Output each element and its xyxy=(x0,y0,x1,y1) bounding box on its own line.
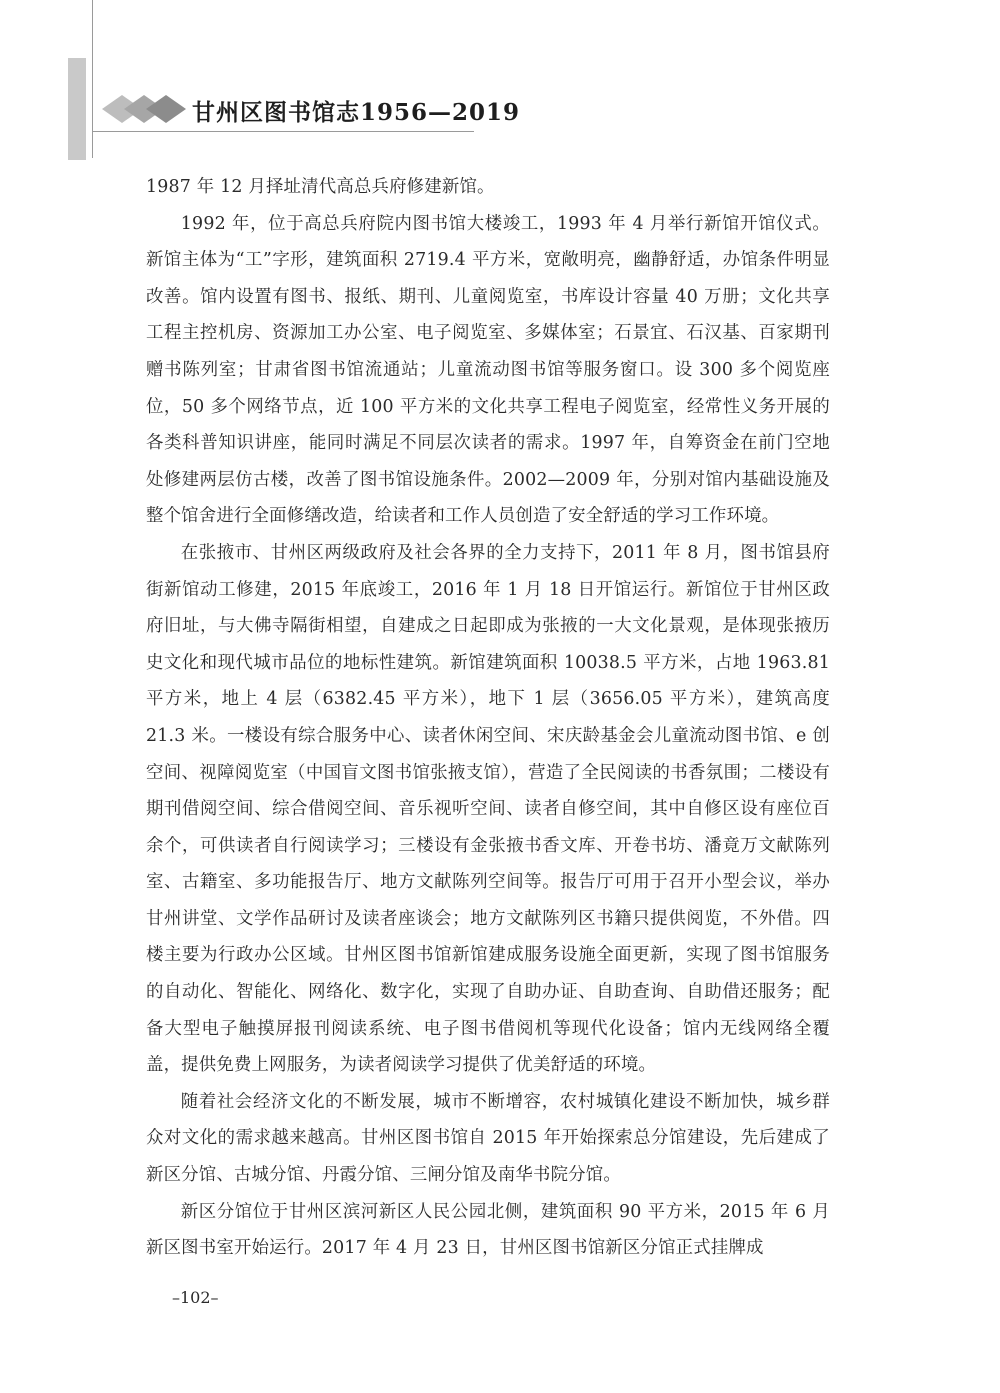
header-vertical-rule xyxy=(92,0,93,158)
header-horizontal-rule xyxy=(92,131,474,132)
paragraph: 1992 年，位于高总兵府院内图书馆大楼竣工，1993 年 4 月举行新馆开馆仪式。新馆主体为“工”字形，建筑面积 2719.4 平方米，宽敞明亮，幽静舒适，办馆条件明显改善。馆内设置有图书、报纸、期刊、儿童阅览室，书库设计容量 40 万册；文化共享工程主控机房、资源加工办公室、电子阅览室、多媒体室；石景宜、石汉基、百家期刊赠书陈列室；甘肃省图书馆流通站；儿童流动图书馆等服务窗口。设 300 多个阅览座位，50 多个网络节点，近 100 平方米的文化共享工程电子阅览室，经常性义务开展的各类科普知识讲座，能同时满足不同层次读者的需求。1997 年，自筹资金在前门空地处修建两层仿古楼，改善了图书馆设施条件。2002—2009 年，分别对馆内基础设施及整个馆舍进行全面修缮改造，给读者和工作人员创造了安全舒适的学习工作环境。 xyxy=(146,213,830,527)
running-header-title: 甘州区图书馆志1956—2019 xyxy=(192,99,521,126)
body-text xyxy=(146,169,830,1267)
page-number: –102– xyxy=(172,1288,219,1307)
paragraph: 在张掖市、甘州区两级政府及社会各界的全力支持下，2011 年 8 月，图书馆县府街新馆动工修建，2015 年底竣工，2016 年 1 月 18 日开馆运行。新馆位于甘州区政府旧址，与大佛寺隔街相望，自建成之日起即成为张掖的一大文化景观，是体现张掖历史文化和现代城市品位的地标性建筑。新馆建筑面积 10038.5 平方米，占地 1963.81 平方米，地上 4 层（6382.45 平方米），地下 1 层（3656.05 平方米），建筑高度 21.3 米。一楼设有综合服务中心、读者休闲空间、宋庆龄基金会儿童流动图书馆、e 创空间、视障阅览室（中国盲文图书馆张掖支馆），营造了全民阅读的书香氛围；二楼设有期刊借阅空间、综合借阅空间、音乐视听空间、读者自修空间，其中自修区设有座位百余个，可供读者自行阅读学习；三楼设有金张掖书香文库、开卷书坊、潘竟万文献陈列室、古籍室、多功能报告厅、地方文献陈列空间等。报告厅可用于召开小型会议，举办甘州讲堂、文学作品研讨及读者座谈会；地方文献陈列区书籍只提供阅览，不外借。四楼主要为行政办公区域。甘州区图书馆新馆建成服务设施全面更新，实现了图书馆服务的自动化、智能化、网络化、数字化，实现了自助办证、自助查询、自助借还服务；配备大型电子触摸屏报刊阅读系统、电子图书借阅机等现代化设备；馆内无线网络全覆盖，提供免费上网服务，为读者阅读学习提供了优美舒适的环境。 xyxy=(146,542,830,1076)
header-side-bar xyxy=(68,58,86,160)
paragraph: 新区分馆位于甘州区滨河新区人民公园北侧，建筑面积 90 平方米，2015 年 6 月新区图书室开始运行。2017 年 4 月 23 日，甘州区图书馆新区分馆正式挂牌成 xyxy=(146,1201,830,1259)
paragraph: 随着社会经济文化的不断发展，城市不断增容，农村城镇化建设不断加快，城乡群众对文化的需求越来越高。甘州区图书馆自 2015 年开始探索总分馆建设，先后建成了新区分馆、古城分馆、丹霞分馆、三闸分馆及南华书院分馆。 xyxy=(146,1091,830,1186)
header-diamond-ornament-icon xyxy=(100,92,190,126)
paragraph: 1987 年 12 月择址清代高总兵府修建新馆。 xyxy=(146,177,495,197)
